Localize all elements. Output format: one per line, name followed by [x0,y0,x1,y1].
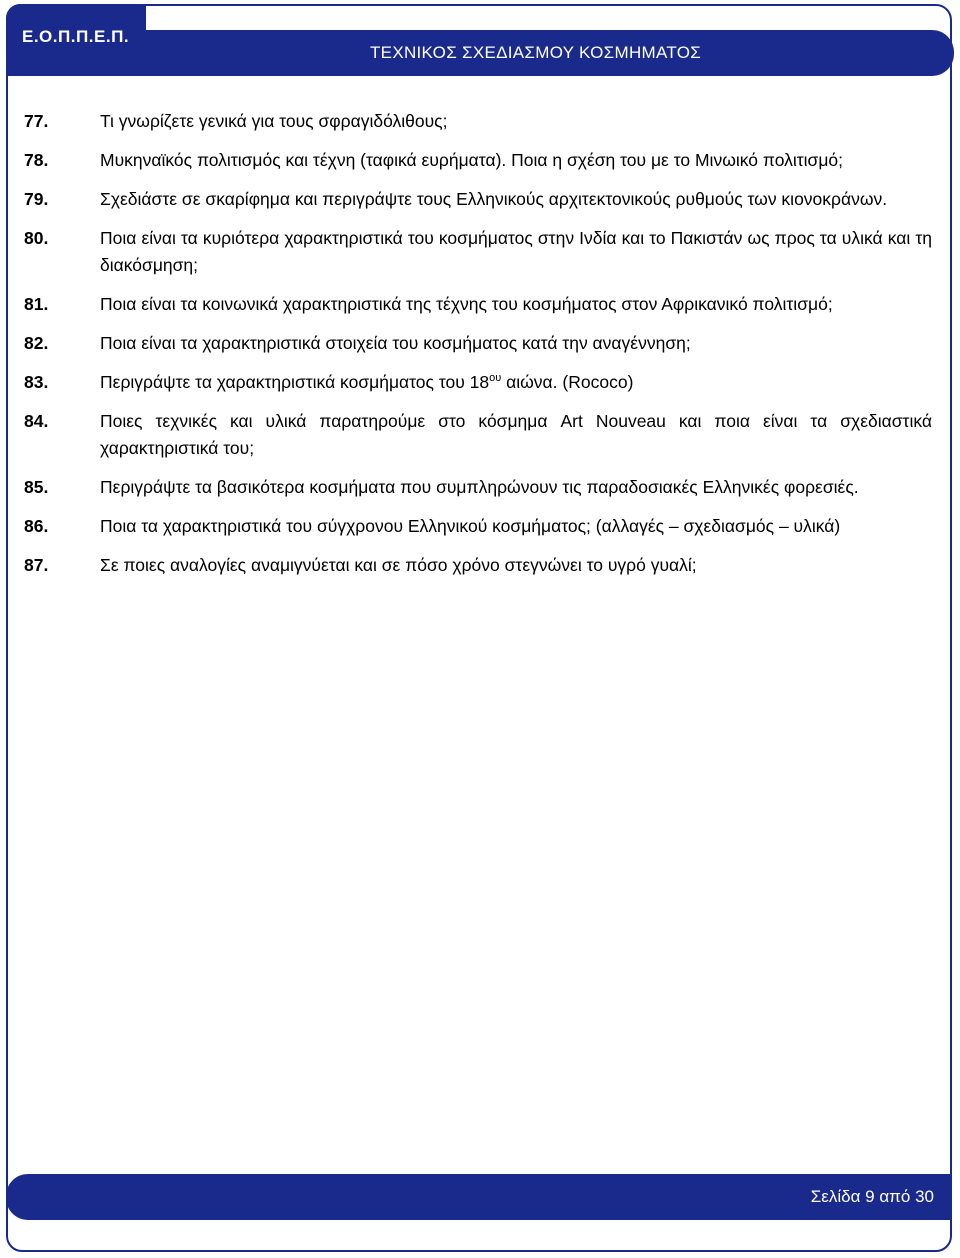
question-number: 87. [24,555,49,575]
question-number: 84. [24,411,49,431]
question-84 [24,408,932,462]
question-number: 85. [24,477,49,497]
question-text: Σχεδιάστε σε σκαρίφημα και περιγράψτε τους Ελληνικούς αρχιτεκτονικούς ρυθμούς των κιονοκράνων. [100,189,888,209]
question-number: 83. [24,372,49,392]
question-83 [24,369,932,396]
question-text: Ποια είναι τα χαρακτηριστικά στοιχεία του κοσμήματος κατά την αναγέννηση; [100,333,691,353]
header-title: ΤΕΧΝΙΚΟΣ ΣΧΕΔΙΑΣΜΟΥ ΚΟΣΜΗΜΑΤΟΣ [370,43,702,62]
question-number: 80. [24,228,49,248]
question-86 [24,513,932,540]
question-78 [24,147,932,174]
question-text-tail: αιώνα. (Rococo) [501,372,634,392]
question-87 [24,552,932,579]
question-text: Τι γνωρίζετε γενικά για τους σφραγιδόλιθους; [100,111,448,131]
question-text: Σε ποιες αναλογίες αναμιγνύεται και σε πόσο χρόνο στεγνώνει το υγρό γυαλί; [100,555,697,575]
question-text: Ποια είναι τα κοινωνικά χαρακτηριστικά της τέχνης του κοσμήματος στον Αφρικανικό πολιτισμό; [100,294,833,314]
question-79 [24,186,932,213]
question-80 [24,225,932,279]
question-text: Ποια τα χαρακτηριστικά του σύγχρονου Ελληνικού κοσμήματος; (αλλαγές – σχεδιασμός – υλικά) [100,516,841,536]
question-85 [24,474,932,501]
question-text: Ποιες τεχνικές και υλικά παρατηρούμε στο κόσμημα Art Nouveau και ποια είναι τα σχεδιαστικά χαρακτηριστικά του; [100,411,932,458]
question-text [100,369,932,396]
header-org: Ε.Ο.Π.Π.Ε.Π. [22,27,130,46]
question-number: 77. [24,111,49,131]
question-text: Περιγράψτε τα βασικότερα κοσμήματα που συμπληρώνουν τις παραδοσιακές Ελληνικές φορεσιές. [100,477,859,497]
question-text-main: Περιγράψτε τα χαρακτηριστικά κοσμήματος του 18 [100,372,490,392]
question-82 [24,330,932,357]
page-number: Σελίδα 9 από 30 [810,1187,934,1206]
ordinal-superscript: ου [489,372,502,385]
question-number: 86. [24,516,49,536]
question-text: Ποια είναι τα κυριότερα χαρακτηριστικά του κοσμήματος στην Ινδία και το Πακιστάν ως προς τα υλικά και τη διακόσμηση; [100,228,932,275]
question-list [24,108,932,591]
question-77 [24,108,932,135]
question-number: 82. [24,333,49,353]
question-text: Μυκηναϊκός πολιτισμός και τέχνη (ταφικά ευρήματα). Ποια η σχέση του με το Μινωικό πολιτισμό; [100,150,844,170]
question-number: 78. [24,150,49,170]
question-number: 79. [24,189,49,209]
question-81 [24,291,932,318]
question-number: 81. [24,294,49,314]
